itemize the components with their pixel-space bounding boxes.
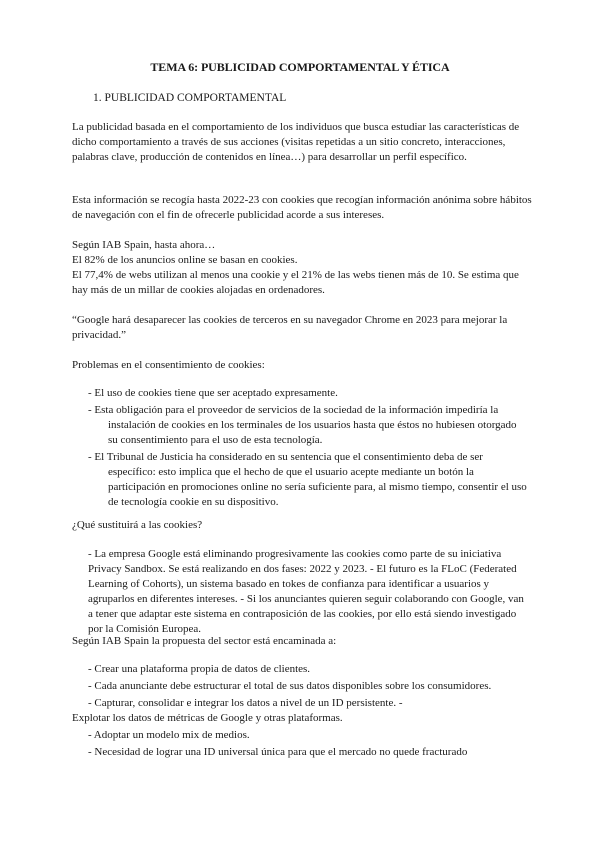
list-item: - Capturar, consolidar e integrar los datos a nivel de un ID persistente. - bbox=[88, 697, 403, 709]
replace-paragraph-block bbox=[88, 547, 528, 637]
list-item: - Necesidad de lograr una ID universal única para que el mercado no quede fracturado bbox=[88, 746, 468, 758]
list-item: - El Tribunal de Justicia ha considerado en su sentencia que el consentimiento deba de ser específico: esto implica que el hecho de que el usuario acepte mediante un botón la participación en promociones online no sería suficiente para, al mismo tiempo, consentir el uso de tecnología cookie en su dispositivo. bbox=[88, 451, 527, 508]
proposal-list bbox=[72, 662, 528, 762]
replace-paragraph: - La empresa Google está eliminando progresivamente las cookies como parte de su iniciativa Privacy Sandbox. Se está realizando en dos fases: 2022 y 2023. - El futuro es la FLoC (Federated Learning of Cohorts), un sistema basado en tokes de confianza para identificar a usuarios y agruparlos en diferentes intereses. - Si los anunciantes quieren seguir colaborando con Google, van a tener que adaptar este sistema en contraposición de las cookies, por ello está siendo investigado por la Comisión Europea. bbox=[88, 548, 524, 635]
document-title: TEMA 6: PUBLICIDAD COMPORTAMENTAL Y ÉTICA bbox=[150, 60, 450, 74]
iab-stat-2: El 77,4% de webs utilizan al menos una cookie y el 21% de las webs tienen más de 10. Se estima que hay más de un millar de cookies alojadas en ordenadores. bbox=[72, 269, 519, 296]
section-heading: 1. PUBLICIDAD COMPORTAMENTAL bbox=[93, 92, 287, 104]
intro-paragraph-2 bbox=[72, 193, 532, 223]
list-item: Explotar los datos de métricas de Google y otras plataformas. bbox=[72, 712, 343, 724]
consent-list bbox=[88, 386, 528, 512]
intro-text-2: Esta información se recogía hasta 2022-23 con cookies que recogían información anónima sobre hábitos de navegación con el fin de ofrecerle publicidad acorde a sus intereses. bbox=[72, 194, 532, 221]
list-item: - Cada anunciante debe estructurar el total de sus datos disponibles sobre los consumidores. bbox=[88, 680, 492, 692]
iab-stat-1: El 82% de los anuncios online se basan en cookies. bbox=[72, 254, 298, 266]
iab-stats-block bbox=[72, 238, 532, 298]
intro-paragraph-1 bbox=[72, 120, 532, 165]
consent-heading: Problemas en el consentimiento de cookies: bbox=[72, 359, 265, 371]
list-item: - El uso de cookies tiene que ser aceptado expresamente. bbox=[88, 387, 338, 399]
google-quote: “Google hará desaparecer las cookies de terceros en su navegador Chrome en 2023 para mejorar la privacidad.” bbox=[72, 314, 508, 341]
replace-heading: ¿Qué sustituirá a las cookies? bbox=[72, 519, 203, 531]
list-item: - Crear una plataforma propia de datos de clientes. bbox=[88, 663, 311, 675]
proposal-heading: Según IAB Spain la propuesta del sector está encaminada a: bbox=[72, 635, 337, 647]
iab-lead: Según IAB Spain, hasta ahora… bbox=[72, 239, 216, 251]
list-item: - Esta obligación para el proveedor de servicios de la sociedad de la información impediría la instalación de cookies en los terminales de los usuarios hasta que éstos no hubiesen otorgado su consentimiento para el uso de esta tecnología. bbox=[88, 404, 517, 446]
list-item: - Adoptar un modelo mix de medios. bbox=[88, 729, 250, 741]
intro-text-1: La publicidad basada en el comportamiento de los individuos que busca estudiar las características de dicho comportamiento a través de sus acciones (visitas repetidas a un sitio concreto, interacciones, palabras clave, producción de contenidos en línea…) para desarrollar un perfil específico. bbox=[72, 121, 520, 163]
quote-block bbox=[72, 313, 532, 343]
